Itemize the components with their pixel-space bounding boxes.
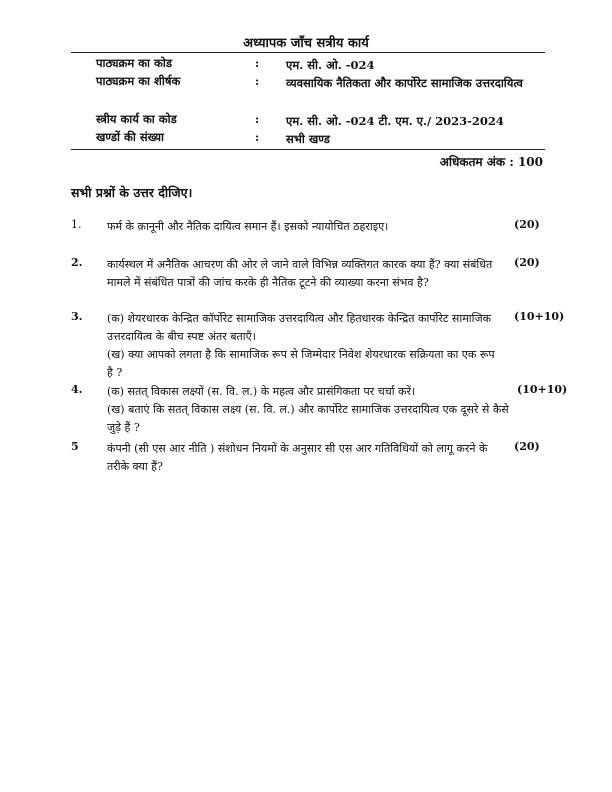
meta-colon: : <box>255 56 260 70</box>
meta-label: पाठ्यक्रम का कोड <box>96 56 172 70</box>
meta-row-course-title <box>96 74 556 110</box>
meta-label: पाठ्यक्रम का शीर्षक <box>96 74 181 88</box>
question-1 <box>71 218 551 238</box>
max-marks: अधिकतम अंक : 100 <box>439 155 543 169</box>
meta-value: एम. सी. ओ. -024 टी. एम. ए./ 2023-2024 <box>286 114 504 128</box>
question-number: 4. <box>71 383 83 396</box>
question-number: 3. <box>71 310 83 323</box>
meta-label: खण्डों की संख्या <box>96 130 164 144</box>
question-3 <box>71 310 565 379</box>
question-text <box>107 383 511 437</box>
meta-colon: : <box>255 112 260 126</box>
question-number: 2. <box>71 256 83 269</box>
question-text: कार्यस्थल में अनैतिक आचरण की ओर ले जाने वाले विभिन्न व्यक्तिगत कारक क्या हैं? क्या संबंधित मामले में संबंधित पात्रों की जांच करके ही नैतिक टूटने की व्याख्या करना संभव है? <box>107 258 493 289</box>
meta-label: स्त्रीय कार्य का कोड <box>96 112 177 126</box>
question-text: कंपनी (सी एस आर नीति ) संशोधन नियमों के अनुसार सी एस आर गतिविधियों को लागू करने के तरीके क्या हैं? <box>107 442 488 473</box>
question-number: 5 <box>71 440 79 453</box>
meta-value: एम. सी. ओ. -024 <box>286 58 375 72</box>
meta-value: सभी खण्ड <box>286 132 330 146</box>
question-marks: (10+10) <box>514 310 565 323</box>
question-number: 1. <box>71 218 82 231</box>
meta-row-blocks <box>96 130 556 148</box>
meta-value: व्यवसायिक नैतिकता और कार्पोरेट सामाजिक उत्तरदायित्व <box>286 76 523 90</box>
question-2 <box>71 256 551 294</box>
question-part-b: (ख) क्या आपको लगता है कि सामाजिक रूप से जिम्मेदार निवेश शेयरधारक सक्रियता का एक रूप है ? <box>107 348 495 379</box>
question-marks: (20) <box>514 218 540 231</box>
question-5 <box>71 440 551 478</box>
question-text <box>107 310 503 382</box>
instruction: सभी प्रश्नों के उत्तर दीजिए। <box>71 185 193 200</box>
meta-colon: : <box>255 130 260 144</box>
question-part-b: (ख) बताएं कि सतत् विकास लक्ष्य (स. वि. ल.) और कार्पोरेट सामाजिक उत्तरदायित्व एक दूसरे से कैसे जुड़े हैं ? <box>107 403 509 434</box>
bottom-divider <box>71 149 545 150</box>
meta-row-assignment-code <box>96 112 556 130</box>
page-title: अध्यापक जाँच सत्रीय कार्य <box>243 36 369 51</box>
top-divider <box>71 52 545 53</box>
meta-colon: : <box>255 74 260 88</box>
question-marks: (10+10) <box>517 383 568 396</box>
question-4 <box>71 383 568 437</box>
question-part-a: (क) शेयरधारक केन्द्रित कॉर्पोरेट सामाजिक उत्तरदायित्व और हितधारक केन्द्रित कार्पोरेट सामाजिक उत्तरदायित्व के बीच स्पष्ट अंतर बताएँ। <box>107 312 492 343</box>
question-marks: (20) <box>514 256 540 269</box>
question-marks: (20) <box>514 440 540 453</box>
question-part-a: (क) सतत् विकास लक्ष्यों (स. वि. ल.) के महत्व और प्रासंगिकता पर चर्चा करें। <box>107 385 416 398</box>
question-text: फर्म के क़ानूनी और नैतिक दायित्व समान हैं। इसको न्यायोचित ठहराइए। <box>107 220 389 233</box>
meta-row-course-code <box>96 56 556 74</box>
